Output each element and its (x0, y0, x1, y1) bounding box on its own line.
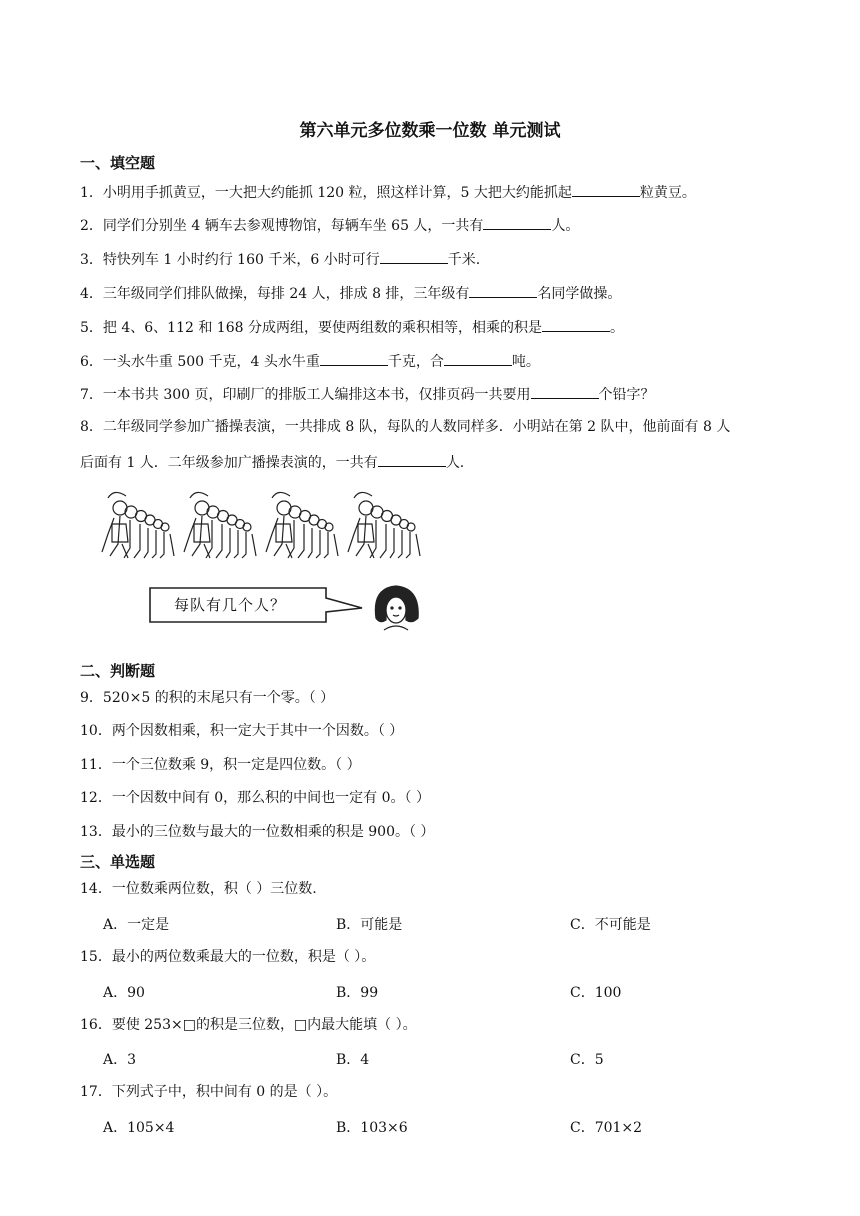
section-true-false: 二、判断题 (80, 662, 156, 680)
answer-blank[interactable] (320, 351, 388, 366)
speech-bubble-text: 每队有几个人？ (174, 596, 287, 614)
student-group-2 (184, 492, 256, 558)
page-title: 第六单元多位数乘一位数 单元测试 (299, 121, 561, 141)
question-1: 1．小明用手抓黄豆，一大把大约能抓 120 粒，照这样计算，5 大把大约能抓起 粒黄豆。 (80, 182, 696, 202)
student-group-4 (348, 492, 420, 558)
answer-blank[interactable] (531, 384, 599, 399)
option-b[interactable]: B．4 (336, 1052, 370, 1068)
question-12: 12．一个因数中间有 0，那么积的中间也一定有 0。（ ） (80, 790, 430, 806)
student-group-1 (102, 492, 174, 558)
question-6: 6．一头水牛重 500 千克，4 头水牛重 千克，合 吨。 (80, 351, 540, 371)
children-exercising-image (100, 484, 430, 639)
answer-blank[interactable] (483, 215, 551, 230)
question-8: 8．二年级同学参加广播操表演，一共排成 8 队，每队的人数同样多．小明站在第 2 队中，他前面有 8 人 (80, 419, 731, 435)
answer-blank[interactable] (572, 182, 640, 197)
answer-blank[interactable] (469, 283, 537, 298)
question-2: 2．同学们分别坐 4 辆车去参观博物馆，每辆车坐 65 人，一共有 人。 (80, 215, 579, 235)
option-c[interactable]: C．5 (570, 1052, 604, 1068)
question-14: 14．一位数乘两位数，积（ ）三位数. (80, 881, 317, 897)
section-multiple-choice: 三、单选题 (80, 853, 156, 871)
option-c[interactable]: C．不可能是 (570, 917, 651, 933)
question-16: 16．要使 253×□的积是三位数，□内最大能填（ ）。 (80, 1017, 417, 1033)
option-a[interactable]: A．一定是 (103, 917, 170, 933)
question-13: 13．最小的三位数与最大的一位数相乘的积是 900。（ ） (80, 824, 435, 840)
question-8-continued: 后面有 1 人．二年级参加广播操表演的，一共有 人. (80, 452, 464, 472)
option-a[interactable]: A．105×4 (103, 1120, 175, 1136)
answer-blank[interactable] (378, 452, 446, 467)
exercise-illustration (100, 484, 430, 639)
question-11: 11．一个三位数乘 9，积一定是四位数。（ ） (80, 757, 361, 773)
question-17: 17．下列式子中，积中间有 0 的是（ ）。 (80, 1084, 338, 1100)
girl-face (375, 586, 418, 630)
option-b[interactable]: B．103×6 (336, 1120, 408, 1136)
question-3: 3．特快列车 1 小时约行 160 千米，6 小时可行 千米. (80, 249, 480, 269)
answer-blank[interactable] (444, 351, 512, 366)
section-fill-in: 一、填空题 (80, 154, 156, 172)
option-a[interactable]: A．3 (103, 1052, 137, 1068)
option-b[interactable]: B．99 (336, 985, 379, 1001)
question-15: 15．最小的两位数乘最大的一位数，积是（ ）。 (80, 949, 376, 965)
question-4: 4．三年级同学们排队做操，每排 24 人，排成 8 排，三年级有 名同学做操。 (80, 283, 621, 303)
question-9: 9．520×5 的积的末尾只有一个零。（ ） (80, 690, 335, 706)
option-b[interactable]: B．可能是 (336, 917, 403, 933)
answer-blank[interactable] (380, 249, 448, 264)
question-7: 7．一本书共 300 页，印刷厂的排版工人编排这本书，仅排页码一共要用 个铅字？ (80, 384, 655, 404)
question-10: 10．两个因数相乘，积一定大于其中一个因数。（ ） (80, 723, 404, 739)
option-a[interactable]: A．90 (103, 985, 145, 1001)
option-c[interactable]: C．100 (570, 985, 622, 1001)
student-group-3 (266, 492, 338, 558)
option-c[interactable]: C．701×2 (570, 1120, 643, 1136)
question-5: 5．把 4、6、112 和 168 分成两组，要使两组数的乘积相等，相乘的积是 。 (80, 317, 624, 337)
answer-blank[interactable] (542, 317, 610, 332)
